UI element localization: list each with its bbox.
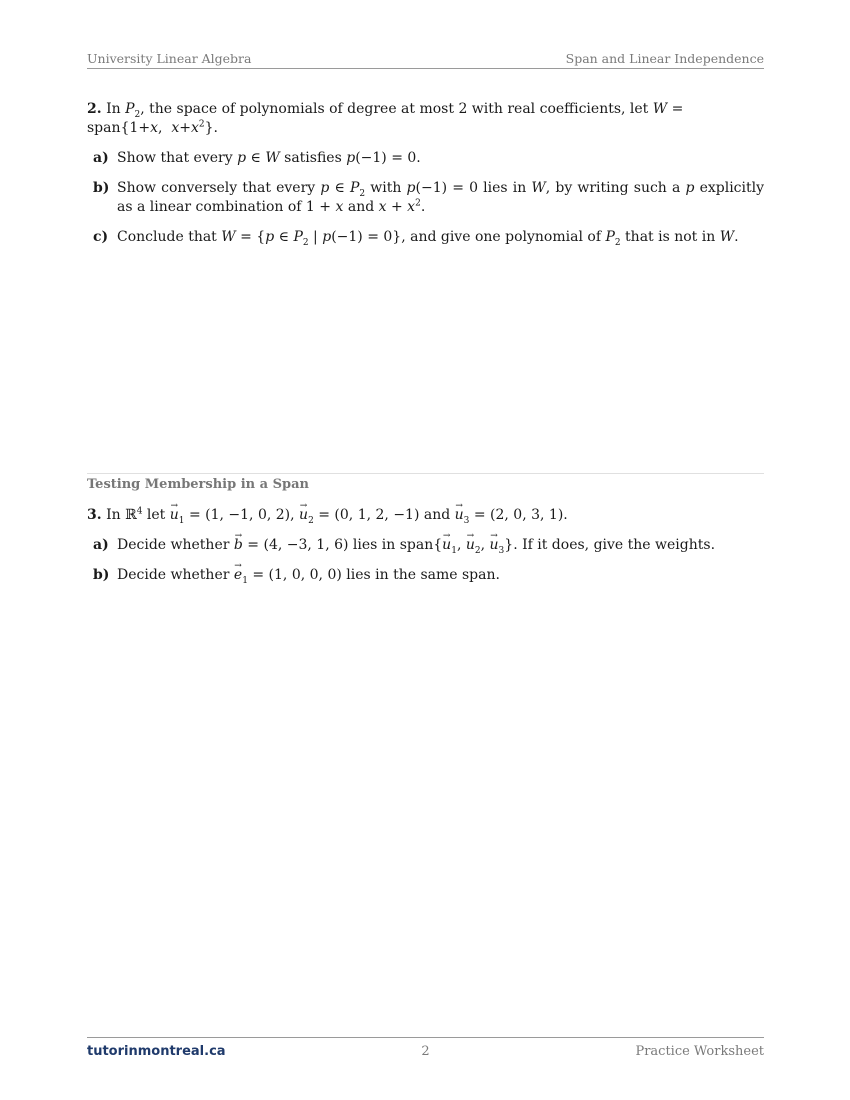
part-label: b)	[93, 567, 110, 583]
part-a	[93, 149, 764, 168]
part-label: a)	[93, 150, 109, 166]
statement-text: In $P_2$, the space of polynomials of degree at most 2 with real coefficients, let W = span{1+x, $x+x^2$}.	[87, 101, 684, 136]
site-link[interactable]: tutorinmontreal.ca	[87, 1044, 226, 1059]
page-number: 2	[421, 1044, 430, 1059]
part-text: Decide whether → $e_1 = (1$, 0, 0, 0) lies in the same span.	[117, 566, 764, 585]
part-text: Decide whether → b = (4, −3, 1, 6) lies in span{→ $u_1$, → $u_2$, → $u_3$}. If it does, give the weights.	[117, 536, 764, 555]
part-text: Conclude that W = {p ∈ $P_2$ | p(−1) = 0}, and give one polynomial of $P_2$ that is not in W.	[117, 229, 739, 248]
part-text: Show conversely that every p ∈ $P_2$ with p(−1) = 0 lies in W, by writing such a p explicitly as a linear combination of 1 + x and $x + x^2$.	[117, 180, 765, 215]
page-header	[87, 51, 764, 69]
problem-number: 3.	[87, 507, 102, 523]
worksheet-type: Practice Worksheet	[635, 1044, 764, 1059]
problem-statement	[87, 100, 764, 138]
section-heading: Testing Membership in a Span	[87, 477, 309, 492]
part-text: Show that every p ∈ W satisfies p(−1) = 0.	[117, 150, 421, 166]
worksheet-topic: Span and Linear Independence	[565, 51, 764, 66]
part-a	[93, 536, 764, 555]
statement-text: In ℝ$^4$ let → $u_1 = (1$, −1, 0, 2), → $u_2 = (0$, 1, 2, −1) and → $u_3 = (2$, 0, 3, 1).	[106, 507, 568, 523]
problem-2	[87, 100, 764, 247]
part-c	[93, 228, 764, 247]
part-label: b)	[93, 180, 110, 196]
problem-number: 2.	[87, 101, 102, 117]
part-b	[93, 179, 764, 217]
problem-3	[87, 506, 764, 585]
part-label: a)	[93, 537, 109, 553]
section-divider	[87, 473, 764, 474]
problem-statement	[87, 506, 764, 525]
page-footer	[87, 1037, 764, 1059]
course-title: University Linear Algebra	[87, 51, 252, 66]
part-b	[93, 566, 764, 585]
part-label: c)	[93, 229, 109, 245]
